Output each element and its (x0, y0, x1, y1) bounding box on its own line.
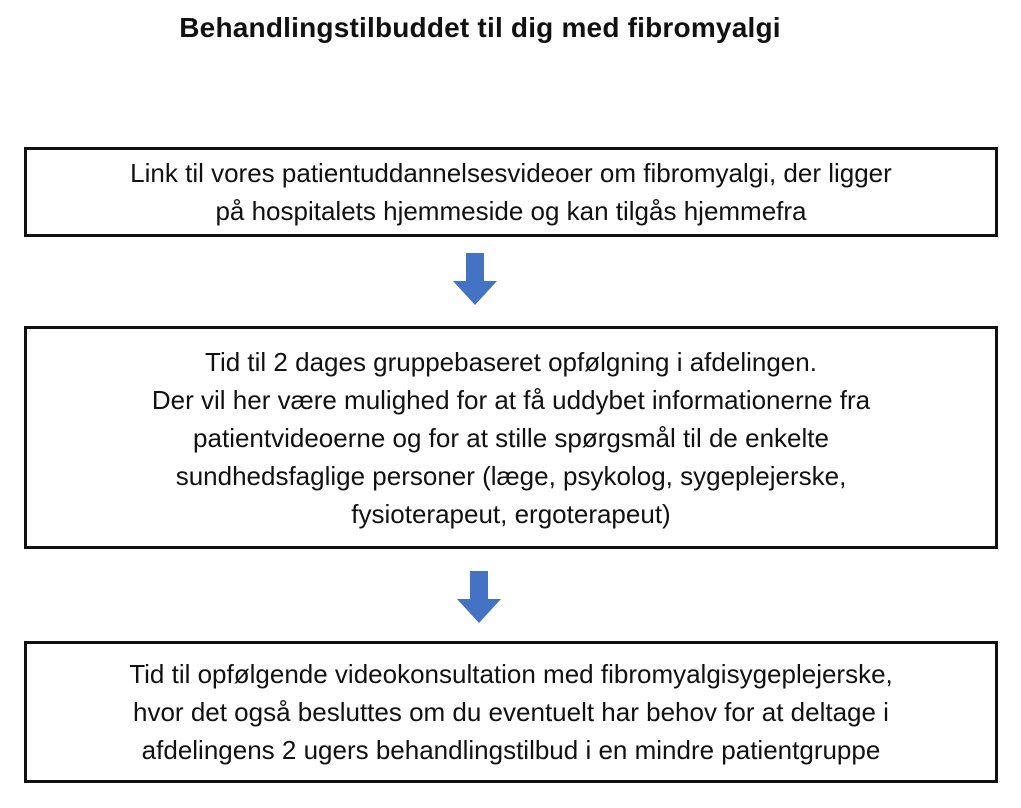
down-arrow-icon (457, 571, 501, 623)
step-text: Link til vores patientuddannelsesvideoer om fibromyalgi, der ligger på hospitalets hjemmeside og kan tilgås hjemmefra (130, 158, 892, 226)
diagram-title: Behandlingstilbuddet til dig med fibromyalgi (179, 12, 781, 43)
step-box-patient-videos (24, 147, 998, 237)
down-arrow-icon (453, 253, 497, 305)
step-text: Tid til 2 dages gruppebaseret opfølgning i afdelingen. Der vil her være mulighed for at få uddybet informationerne fra patientvideoerne og for at stille spørgsmål til de enkelte sundhedsfaglige personer (læge, psykolog, sygeplejerske, fysioterapeut, ergoterapeut) (151, 346, 871, 529)
step-text: Tid til opfølgende videokonsultation med fibromyalgisygeplejerske, hvor det også besluttes om du eventuelt har behov for at deltage i afdelingens 2 ugers behandlingstilbud i en mindre patientgruppe (129, 659, 893, 765)
step-box-group-followup (24, 326, 998, 549)
step-box-video-consultation (24, 641, 998, 783)
